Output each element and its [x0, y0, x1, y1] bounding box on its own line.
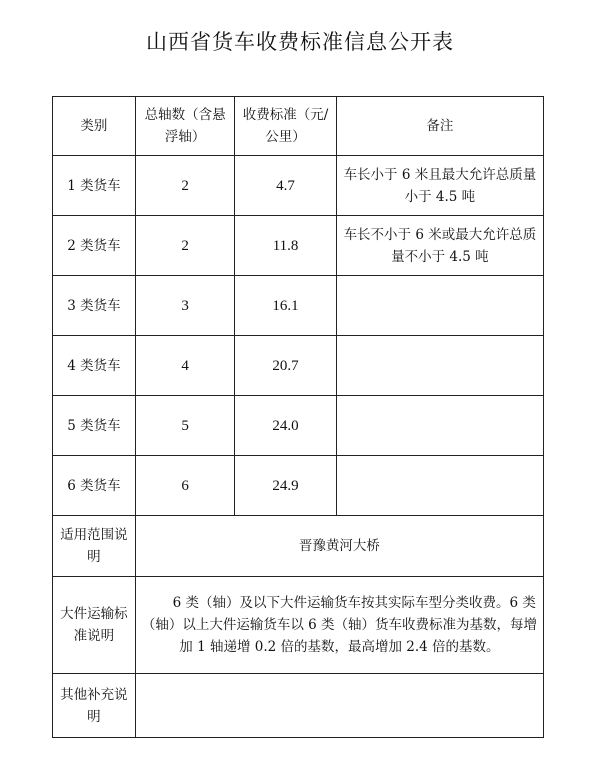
table-header-row	[53, 97, 544, 156]
row-axles: 5	[135, 396, 234, 456]
scope-value: 晋豫黄河大桥	[135, 516, 543, 577]
table-row	[53, 216, 544, 276]
row-axles: 3	[135, 276, 234, 336]
header-axles: 总轴数（含悬浮轴）	[135, 97, 234, 156]
row-fee: 4.7	[235, 156, 337, 216]
other-label: 其他补充说明	[53, 674, 136, 738]
table-row	[53, 396, 544, 456]
other-row	[53, 674, 544, 738]
table-row	[53, 456, 544, 516]
row-class: 4 类货车	[53, 336, 136, 396]
row-fee: 24.9	[235, 456, 337, 516]
table-row	[53, 276, 544, 336]
row-axles: 4	[135, 336, 234, 396]
row-note	[336, 456, 543, 516]
scope-label: 适用范围说明	[53, 516, 136, 577]
row-note	[336, 396, 543, 456]
row-fee: 16.1	[235, 276, 337, 336]
row-axles: 6	[135, 456, 234, 516]
other-value	[135, 674, 543, 738]
row-note	[336, 276, 543, 336]
header-class: 类别	[53, 97, 136, 156]
row-fee: 11.8	[235, 216, 337, 276]
table-row	[53, 336, 544, 396]
row-class: 3 类货车	[53, 276, 136, 336]
row-fee: 24.0	[235, 396, 337, 456]
row-class: 1 类货车	[53, 156, 136, 216]
table-row	[53, 156, 544, 216]
oversize-row	[53, 577, 544, 674]
row-note: 车长小于 6 米且最大允许总质量小于 4.5 吨	[336, 156, 543, 216]
scope-row	[53, 516, 544, 577]
oversize-label: 大件运输标准说明	[53, 577, 136, 674]
row-axles: 2	[135, 216, 234, 276]
row-axles: 2	[135, 156, 234, 216]
row-class: 2 类货车	[53, 216, 136, 276]
page-title: 山西省货车收费标准信息公开表	[146, 30, 454, 54]
row-note: 车长不小于 6 米或最大允许总质量不小于 4.5 吨	[336, 216, 543, 276]
oversize-value: 6 类（轴）及以下大件运输货车按其实际车型分类收费。6 类（轴）以上大件运输货车以 6 类（轴）货车收费标准为基数，每增加 1 轴递增 0.2 倍的基数，最高增加 2.4 倍的基数。	[135, 577, 543, 674]
fee-standard-table	[52, 96, 544, 738]
row-class: 6 类货车	[53, 456, 136, 516]
header-fee: 收费标准（元/公里）	[235, 97, 337, 156]
row-fee: 20.7	[235, 336, 337, 396]
header-note: 备注	[336, 97, 543, 156]
row-note	[336, 336, 543, 396]
row-class: 5 类货车	[53, 396, 136, 456]
